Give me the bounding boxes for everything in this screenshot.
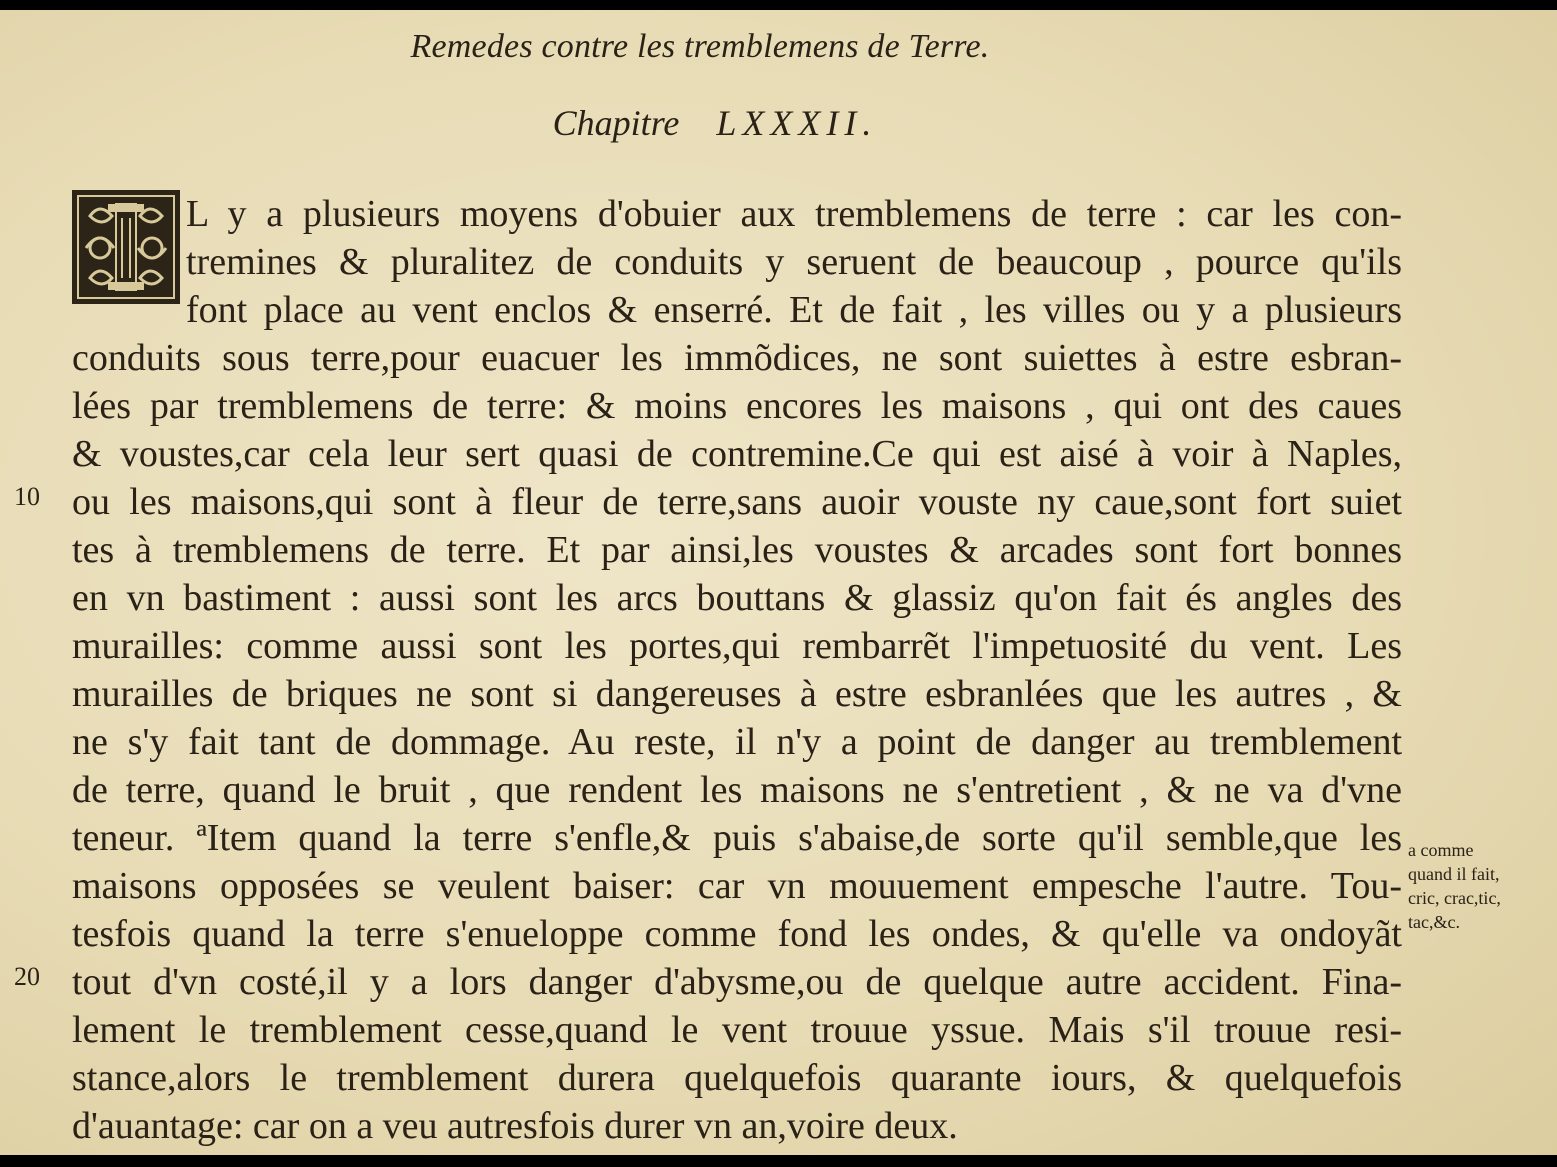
line-number: 20 [14, 962, 40, 991]
text-line: en vn bastiment : aussi sont les arcs bouttans & glassiz qu'on fait és angles des [72, 577, 1402, 619]
text-line: tout d'vn costé,il y a lors danger d'abysme,ou de quelque autre accident. Fina- [72, 961, 1402, 1003]
text-line: de terre, quand le bruit , que rendent les maisons ne s'entretient , & ne va d'vne [72, 769, 1402, 811]
text-line: teneur. ªItem quand la terre s'enfle,& puis s'abaise,de sorte qu'il semble,que les [72, 817, 1402, 859]
text-line: d'auantage: car on a veu autresfois durer vn an,voire deux. [72, 1105, 958, 1147]
text-line: tes à tremblemens de terre. Et par ainsi,les voustes & arcades sont fort bonnes [72, 529, 1402, 571]
text-line: conduits sous terre,pour euacuer les immõdices, ne sont suiettes à estre esbran- [72, 337, 1402, 379]
text-line: tesfois quand la terre s'enueloppe comme fond les ondes, & qu'elle va ondoyãt [72, 913, 1402, 955]
text-line: lées par tremblemens de terre: & moins encores les maisons , qui ont des caues [72, 385, 1402, 427]
text-line: font place au vent enclos & enserré. Et de fait , les villes ou y a plusieurs [186, 289, 1402, 331]
text-line: lement le tremblement cesse,quand le vent trouue yssue. Mais s'il trouue resi- [72, 1009, 1402, 1051]
text-line: maisons opposées se veulent baiser: car vn mouuement empesche l'autre. Tou- [72, 865, 1402, 907]
text-line: stance,alors le tremblement durera quelquefois quarante iours, & quelquefois [72, 1057, 1402, 1099]
chapter-word: Chapitre [552, 103, 680, 143]
text-line: tremines & pluralitez de conduits y seruent de beaucoup , pource qu'ils [186, 241, 1402, 283]
text-line: murailles de briques ne sont si dangereuses à estre esbranlées que les autres , & [72, 673, 1402, 715]
ornamental-initial-icon [70, 188, 182, 306]
margin-note-line: quand il fait, [1408, 864, 1500, 884]
margin-note-line: a comme [1408, 840, 1474, 860]
text-line: ne s'y fait tant de dommage. Au reste, il n'y a point de danger au tremblement [72, 721, 1402, 763]
chapter-number: LXXXII. [716, 103, 878, 143]
line-number: 10 [14, 482, 40, 511]
chapter-heading [0, 102, 1430, 144]
text-line: L y a plusieurs moyens d'obuier aux tremblemens de terre : car les con- [186, 193, 1402, 235]
margin-note-line: cric, crac,tic, [1408, 888, 1501, 908]
text-line: murailles: comme aussi sont les portes,qui rembarrẽt l'impetuosité du vent. Les [72, 625, 1402, 667]
margin-note [1408, 838, 1548, 934]
text-line: & voustes,car cela leur sert quasi de contremine.Ce qui est aisé à voir à Naples, [72, 433, 1402, 475]
text-line: ou les maisons,qui sont à fleur de terre,sans auoir vouste ny caue,sont fort suiet [72, 481, 1402, 523]
margin-note-line: tac,&c. [1408, 912, 1460, 932]
running-title: Remedes contre les tremblemens de Terre. [410, 28, 990, 65]
book-page [0, 10, 1557, 1155]
